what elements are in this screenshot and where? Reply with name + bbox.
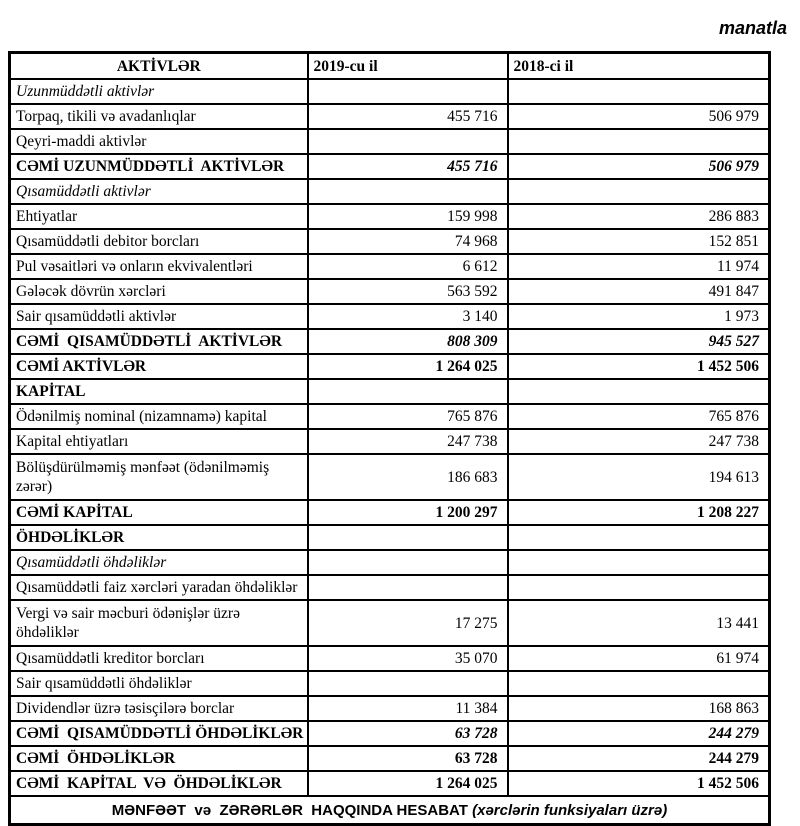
value-2019 — [308, 379, 508, 404]
table-row — [10, 154, 770, 179]
row-label: Qeyri-maddi aktivlər — [10, 129, 308, 154]
value-2018 — [508, 575, 770, 600]
row-label: KAPİTAL — [10, 379, 308, 404]
value-2019: 563 592 — [308, 279, 508, 304]
row-label: Ödənilmiş nominal (nizamnamə) kapital — [10, 404, 308, 429]
value-2018: 168 863 — [508, 696, 770, 721]
value-2018: 244 279 — [508, 721, 770, 746]
value-2019: 808 309 — [308, 329, 508, 354]
value-2018: 11 974 — [508, 254, 770, 279]
value-2018: 244 279 — [508, 746, 770, 771]
row-label: Sair qısamüddətli öhdəliklər — [10, 671, 308, 696]
table-header-row — [10, 53, 770, 80]
value-2018 — [508, 671, 770, 696]
table-row — [10, 79, 770, 104]
value-2018: 506 979 — [508, 154, 770, 179]
value-2018 — [508, 550, 770, 575]
row-label: Sair qısamüddətli aktivlər — [10, 304, 308, 329]
value-2019: 159 998 — [308, 204, 508, 229]
row-label: CƏMİ UZUNMÜDDƏTLİ AKTİVLƏR — [10, 154, 308, 179]
value-2018 — [508, 129, 770, 154]
value-2018 — [508, 79, 770, 104]
row-label: CƏMİ QISAMÜDDƏTLİ ÖHDƏLİKLƏR — [10, 721, 308, 746]
table-row — [10, 500, 770, 525]
table-row — [10, 454, 770, 500]
value-2018: 765 876 — [508, 404, 770, 429]
table-row — [10, 179, 770, 204]
table-row — [10, 229, 770, 254]
row-label: Dividendlər üzrə təsisçilərə borclar — [10, 696, 308, 721]
table-row — [10, 304, 770, 329]
value-2019 — [308, 550, 508, 575]
row-label: Pul vəsaitləri və onların ekvivalentləri — [10, 254, 308, 279]
row-label: Qısamüddətli debitor borcları — [10, 229, 308, 254]
value-2019 — [308, 179, 508, 204]
value-2018: 152 851 — [508, 229, 770, 254]
value-2019: 1 264 025 — [308, 771, 508, 796]
row-label: CƏMİ ÖHDƏLİKLƏR — [10, 746, 308, 771]
value-2019: 3 140 — [308, 304, 508, 329]
row-label: Torpaq, tikili və avadanlıqlar — [10, 104, 308, 129]
column-header-2019: 2019-cu il — [308, 53, 508, 80]
value-2019: 11 384 — [308, 696, 508, 721]
balance-sheet-table — [8, 51, 771, 826]
table-row — [10, 550, 770, 575]
row-label: Qısamüddətli kreditor borcları — [10, 646, 308, 671]
row-label: Kapital ehtiyatları — [10, 429, 308, 454]
table-row — [10, 575, 770, 600]
table-body — [10, 79, 770, 796]
value-2019: 1 264 025 — [308, 354, 508, 379]
currency-unit-label: manatla — [718, 18, 787, 38]
value-2018: 1 452 506 — [508, 771, 770, 796]
value-2019 — [308, 671, 508, 696]
table-row — [10, 429, 770, 454]
value-2018: 506 979 — [508, 104, 770, 129]
income-statement-title-paren: (xərclərin funksiyaları üzrə) — [472, 801, 668, 819]
value-2018: 1 973 — [508, 304, 770, 329]
value-2018: 13 441 — [508, 600, 770, 646]
value-2019 — [308, 129, 508, 154]
value-2018: 286 883 — [508, 204, 770, 229]
table-row — [10, 104, 770, 129]
table-row — [10, 254, 770, 279]
value-2018 — [508, 525, 770, 550]
column-header-2018: 2018-ci il — [508, 53, 770, 80]
table-row — [10, 379, 770, 404]
value-2018: 194 613 — [508, 454, 770, 500]
value-2019: 63 728 — [308, 721, 508, 746]
value-2019: 765 876 — [308, 404, 508, 429]
table-footer-row — [10, 796, 770, 825]
value-2019: 63 728 — [308, 746, 508, 771]
row-label: Bölüşdürülməmiş mənfəət (ödənilməmiş zərər) — [10, 454, 308, 500]
row-label: CƏMİ AKTİVLƏR — [10, 354, 308, 379]
value-2018 — [508, 379, 770, 404]
value-2019: 17 275 — [308, 600, 508, 646]
value-2018: 1 208 227 — [508, 500, 770, 525]
income-statement-title-main: MƏNFƏƏT və ZƏRƏRLƏR HAQQINDA HESABAT — [111, 801, 473, 819]
value-2018: 1 452 506 — [508, 354, 770, 379]
table-row — [10, 696, 770, 721]
row-label: Qısamüddətli faiz xərcləri yaradan öhdəliklər — [10, 575, 308, 600]
value-2018: 945 527 — [508, 329, 770, 354]
table-row — [10, 329, 770, 354]
value-2019: 74 968 — [308, 229, 508, 254]
value-2019: 455 716 — [308, 154, 508, 179]
row-label: Vergi və sair məcburi ödənişlər üzrə öhdəliklər — [10, 600, 308, 646]
table-row — [10, 354, 770, 379]
table-row — [10, 279, 770, 304]
row-label: Uzunmüddətli aktivlər — [10, 79, 308, 104]
value-2019: 247 738 — [308, 429, 508, 454]
table-row — [10, 404, 770, 429]
value-2019 — [308, 575, 508, 600]
value-2019 — [308, 525, 508, 550]
table-row — [10, 525, 770, 550]
value-2019 — [308, 79, 508, 104]
value-2019: 186 683 — [308, 454, 508, 500]
table-row — [10, 721, 770, 746]
value-2018 — [508, 179, 770, 204]
table-row — [10, 129, 770, 154]
row-label: CƏMİ QISAMÜDDƏTLİ AKTİVLƏR — [10, 329, 308, 354]
value-2018: 491 847 — [508, 279, 770, 304]
value-2019: 1 200 297 — [308, 500, 508, 525]
table-row — [10, 600, 770, 646]
table-row — [10, 671, 770, 696]
row-label: Gələcək dövrün xərcləri — [10, 279, 308, 304]
value-2019: 6 612 — [308, 254, 508, 279]
value-2018: 61 974 — [508, 646, 770, 671]
value-2019: 35 070 — [308, 646, 508, 671]
table-row — [10, 646, 770, 671]
row-label: Ehtiyatlar — [10, 204, 308, 229]
income-statement-title — [10, 796, 770, 825]
table-row — [10, 746, 770, 771]
row-label: Qısamüddətli aktivlər — [10, 179, 308, 204]
table-row — [10, 204, 770, 229]
column-header-assets: AKTİVLƏR — [10, 53, 308, 80]
value-2018: 247 738 — [508, 429, 770, 454]
value-2019: 455 716 — [308, 104, 508, 129]
row-label: Qısamüddətli öhdəliklər — [10, 550, 308, 575]
row-label: CƏMİ KAPİTAL — [10, 500, 308, 525]
row-label: CƏMİ KAPİTAL VƏ ÖHDƏLİKLƏR — [10, 771, 308, 796]
row-label: ÖHDƏLİKLƏR — [10, 525, 308, 550]
